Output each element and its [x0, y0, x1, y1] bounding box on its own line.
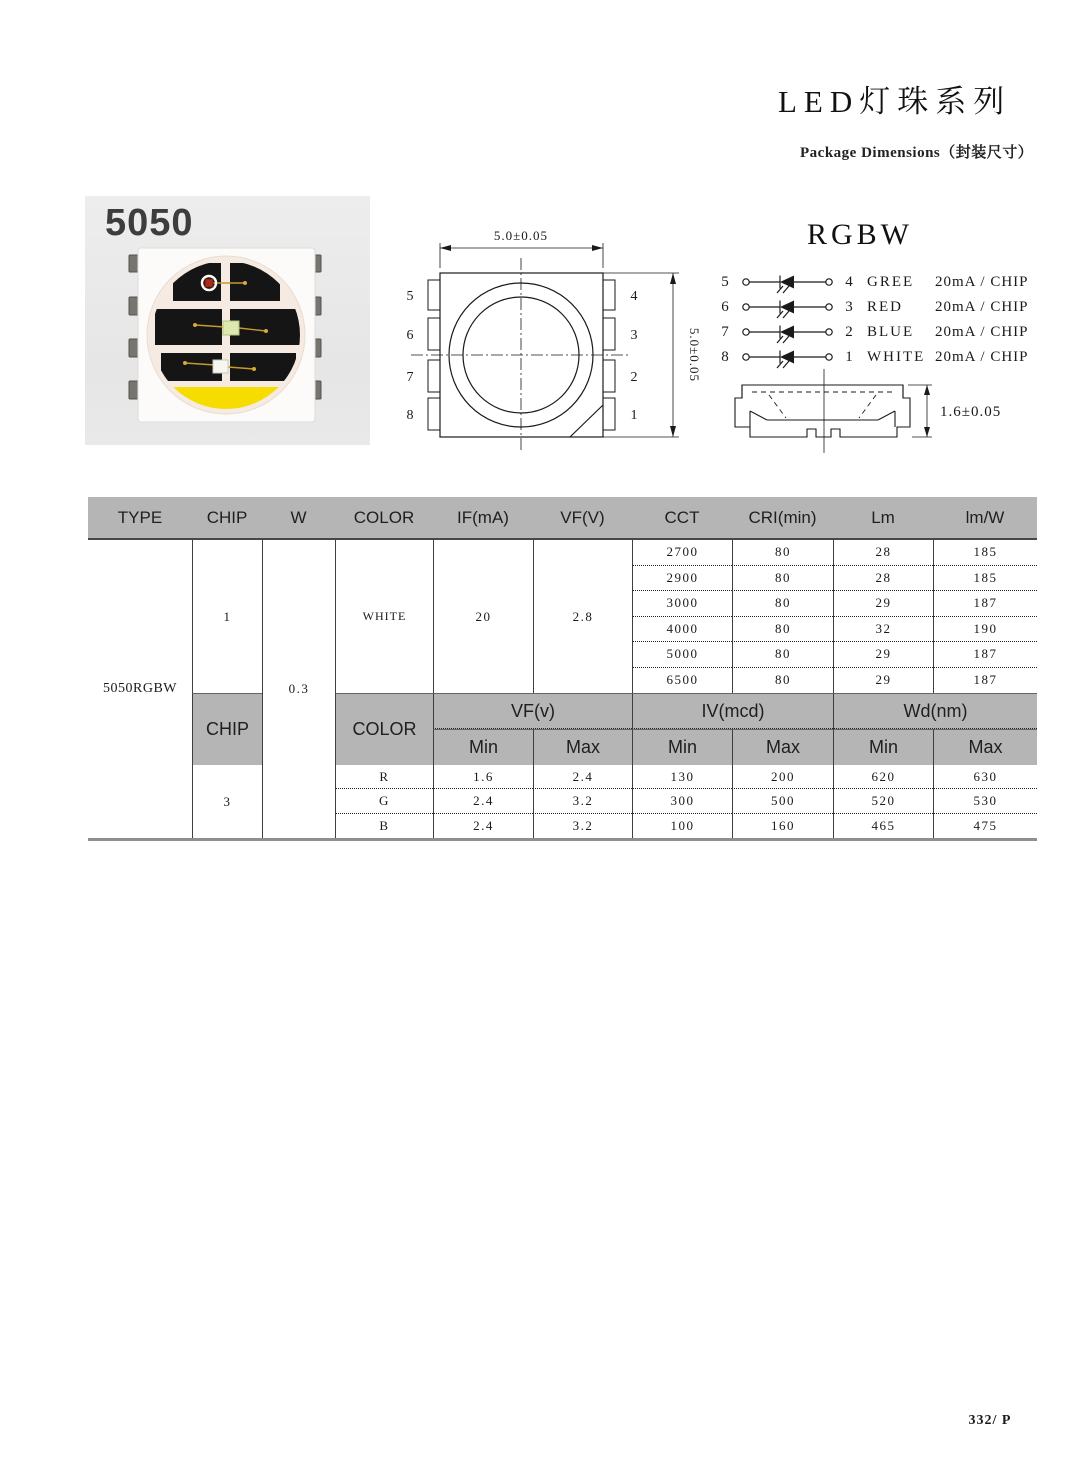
rgb-row-label: B [335, 814, 433, 838]
table-cell: 520 [833, 789, 933, 813]
max-header: Max [732, 729, 833, 765]
led-diode-icon [739, 273, 837, 295]
top-view-drawing [385, 218, 705, 463]
table-cell: 530 [933, 789, 1037, 813]
column-header: CHIP [192, 497, 262, 540]
pin-number: 8 [721, 349, 729, 365]
vf-value: 2.8 [533, 540, 632, 693]
table-cell: 3.2 [533, 789, 632, 813]
table-cell: 185 [933, 566, 1037, 592]
column-header: TYPE [88, 497, 192, 540]
rgb-row-label: G [335, 789, 433, 813]
dim-side-height: 5.0±0.05 [687, 327, 702, 383]
pin-number: 6 [721, 299, 729, 315]
led-diode-icon [739, 323, 837, 345]
table-cell: 187 [933, 668, 1037, 694]
table-cell: 160 [732, 814, 833, 838]
table-cell: 32 [833, 617, 933, 643]
table-cell: 29 [833, 591, 933, 617]
chip-count-rgb: 3 [192, 765, 262, 838]
column-header: VF(V) [533, 497, 632, 540]
circuit-row [715, 273, 1050, 295]
chip-count-white: 1 [192, 540, 262, 693]
table-cell: 5000 [632, 642, 732, 668]
rgbw-circuit-block [715, 218, 1050, 383]
min-header: Min [433, 729, 533, 765]
table-cell: 80 [732, 617, 833, 643]
table-cell: 1.6 [433, 765, 533, 789]
pin-number: 5 [721, 274, 729, 290]
dim-thickness: 1.6±0.05 [940, 404, 1002, 420]
pin-number: 5 [406, 289, 414, 304]
rgbw-title: RGBW [807, 218, 913, 251]
column-header: lm/W [933, 497, 1037, 540]
pin-number: 6 [406, 328, 414, 343]
table-cell: 300 [632, 789, 732, 813]
table-cell: 130 [632, 765, 732, 789]
pin-number: 2 [630, 370, 638, 385]
min-header: Min [632, 729, 732, 765]
circuit-row [715, 298, 1050, 320]
table-cell: 6500 [632, 668, 732, 694]
pin-number: 4 [630, 289, 638, 304]
pin-number: 1 [845, 349, 853, 365]
table-cell: 3000 [632, 591, 732, 617]
circuit-current-label: 20mA / CHIP [935, 349, 1029, 365]
table-cell: 28 [833, 566, 933, 592]
column-header: CCT [632, 497, 732, 540]
table-cell: 2700 [632, 540, 732, 566]
table-cell: 100 [632, 814, 732, 838]
table-cell: 80 [732, 540, 833, 566]
circuit-current-label: 20mA / CHIP [935, 274, 1029, 290]
circuit-color-label: RED [867, 299, 903, 315]
table-cell: 475 [933, 814, 1037, 838]
pin-number: 3 [845, 299, 853, 315]
table-cell: 187 [933, 591, 1037, 617]
rgb-row-label: R [335, 765, 433, 789]
table-cell: 3.2 [533, 814, 632, 838]
product-size-label: 5050 [105, 202, 194, 244]
table-cell: 4000 [632, 617, 732, 643]
circuit-color-label: WHITE [867, 349, 926, 365]
side-view-drawing [712, 365, 1052, 470]
dim-top-width: 5.0±0.05 [493, 228, 549, 243]
column-header: W [262, 497, 335, 540]
table-cell: 630 [933, 765, 1037, 789]
table-cell: 2.4 [433, 814, 533, 838]
pin-number: 8 [406, 408, 414, 423]
color-subheader: COLOR [335, 693, 433, 765]
table-cell: 29 [833, 668, 933, 694]
iv-group-header: IV(mcd) [632, 693, 833, 729]
table-cell: 80 [732, 668, 833, 694]
circuit-color-label: GREE [867, 274, 915, 290]
wd-group-header: Wd(nm) [833, 693, 1037, 729]
column-header: CRI(min) [732, 497, 833, 540]
pin-number: 7 [721, 324, 729, 340]
circuit-current-label: 20mA / CHIP [935, 299, 1029, 315]
table-cell: 28 [833, 540, 933, 566]
table-cell: 190 [933, 617, 1037, 643]
column-header: IF(mA) [433, 497, 533, 540]
pin-number: 3 [630, 328, 638, 343]
type-value: 5050RGBW [103, 681, 177, 697]
table-cell: 80 [732, 591, 833, 617]
max-header: Max [933, 729, 1037, 765]
pin-number: 7 [406, 370, 414, 385]
circuit-current-label: 20mA / CHIP [935, 324, 1029, 340]
page-subtitle: Package Dimensions（封装尺寸） [800, 145, 1034, 161]
max-header: Max [533, 729, 632, 765]
led-diode-icon [739, 298, 837, 320]
chip-photo [85, 196, 370, 445]
if-value: 20 [433, 540, 533, 693]
table-cell: 80 [732, 566, 833, 592]
table-cell: 200 [732, 765, 833, 789]
led-chip-illustration [125, 241, 325, 426]
table-cell: 187 [933, 642, 1037, 668]
chip-subheader: CHIP [192, 693, 262, 765]
spec-table [88, 497, 1037, 841]
page-number: 332/ P [968, 1413, 1012, 1428]
pin-number: 2 [845, 324, 853, 340]
min-header: Min [833, 729, 933, 765]
pin-number: 1 [630, 408, 638, 423]
table-cell: 80 [732, 642, 833, 668]
table-cell: 465 [833, 814, 933, 838]
pin-number: 4 [845, 274, 853, 290]
table-cell: 2900 [632, 566, 732, 592]
circuit-color-label: BLUE [867, 324, 915, 340]
table-cell: 2.4 [533, 765, 632, 789]
table-cell: 29 [833, 642, 933, 668]
table-cell: 500 [732, 789, 833, 813]
table-cell: 2.4 [433, 789, 533, 813]
column-header: COLOR [335, 497, 433, 540]
table-cell: 185 [933, 540, 1037, 566]
column-header: Lm [833, 497, 933, 540]
table-cell: 620 [833, 765, 933, 789]
page-title: LED灯珠系列 [778, 84, 1012, 119]
circuit-row [715, 323, 1050, 345]
vf-group-header: VF(v) [433, 693, 632, 729]
white-color-label: WHITE [335, 540, 433, 693]
wattage-value: 0.3 [262, 540, 335, 838]
